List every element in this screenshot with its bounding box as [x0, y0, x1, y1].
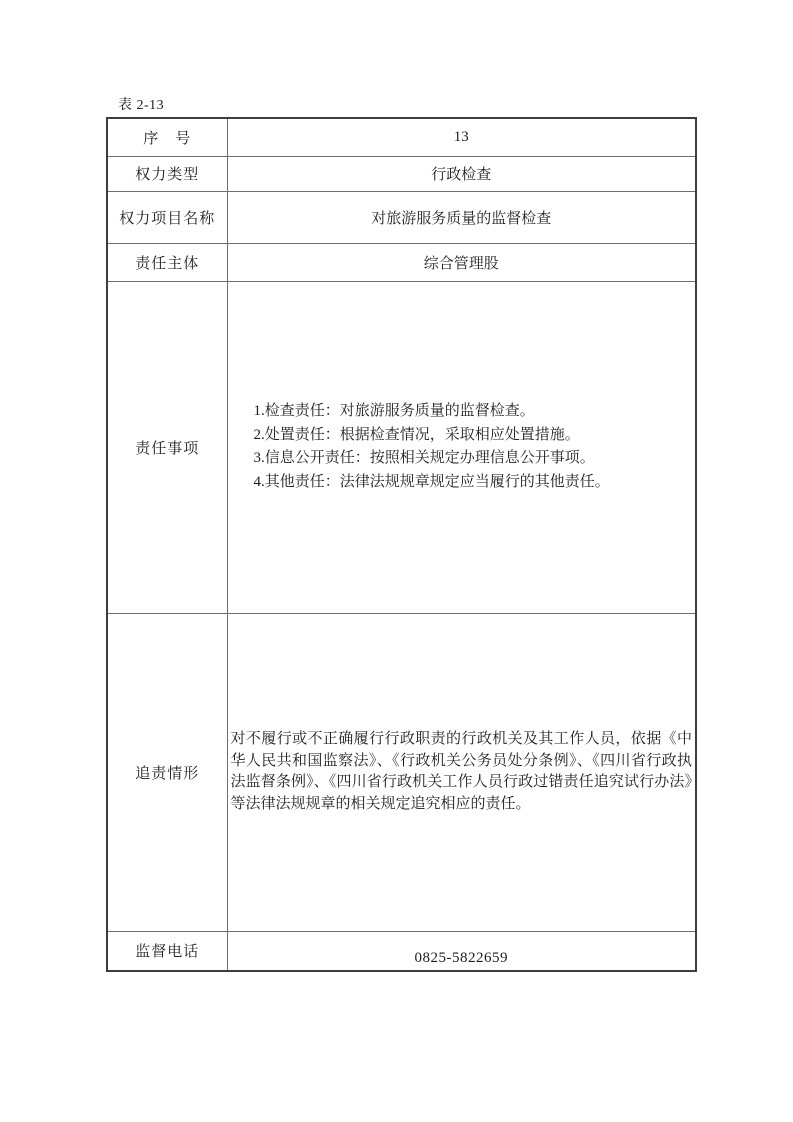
responsible-subject-value: 综合管理股: [227, 243, 696, 281]
supervision-phone-value: 0825-5822659: [227, 931, 696, 971]
power-item-name-label: 权力项目名称: [107, 191, 227, 243]
duty-item-4: 4.其他责任：法律法规规章规定应当履行的其他责任。: [253, 473, 610, 490]
power-item-name-value: 对旅游服务质量的监督检查: [227, 191, 696, 243]
table-row-responsibility-items: [107, 281, 696, 613]
document-body: [106, 98, 697, 972]
table-row-sequence: [107, 118, 696, 156]
table-caption: 表 2-13: [118, 98, 165, 113]
sequence-value: 13: [227, 118, 696, 156]
accountability-value: [227, 613, 696, 931]
sequence-label: 序 号: [107, 118, 227, 156]
table-row-power-item-name: [107, 191, 696, 243]
table-row-supervision-phone: [107, 931, 696, 971]
responsibility-items-label: 责任事项: [107, 281, 227, 613]
accountability-paragraph: 对不履行或不正确履行行政职责的行政机关及其工作人员，依据《中华人民共和国监察法》、《行政机关公务员处分条例》、《四川省行政执法监督条例》、《四川省行政机关工作人员行政过错责任追究试行办法》等法律法规规章的相关规定追究相应的责任。: [230, 731, 692, 812]
duty-item-2: 2.处置责任：根据检查情况，采取相应处置措施。: [253, 426, 580, 443]
table-row-responsible-subject: [107, 243, 696, 281]
power-type-value: 行政检查: [227, 156, 696, 191]
duty-item-1: 1.检查责任：对旅游服务质量的监督检查。: [253, 403, 535, 419]
table-row-accountability: [107, 613, 696, 931]
power-type-label: 权力类型: [107, 156, 227, 191]
accountability-label: 追责情形: [107, 613, 227, 931]
table-row-power-type: [107, 156, 696, 191]
responsibility-items-value: [227, 281, 696, 613]
supervision-phone-label: 监督电话: [107, 931, 227, 971]
responsible-subject-label: 责任主体: [107, 243, 227, 281]
duty-item-3: 3.信息公开责任：按照相关规定办理信息公开事项。: [253, 450, 595, 466]
power-responsibility-table: [106, 117, 697, 972]
